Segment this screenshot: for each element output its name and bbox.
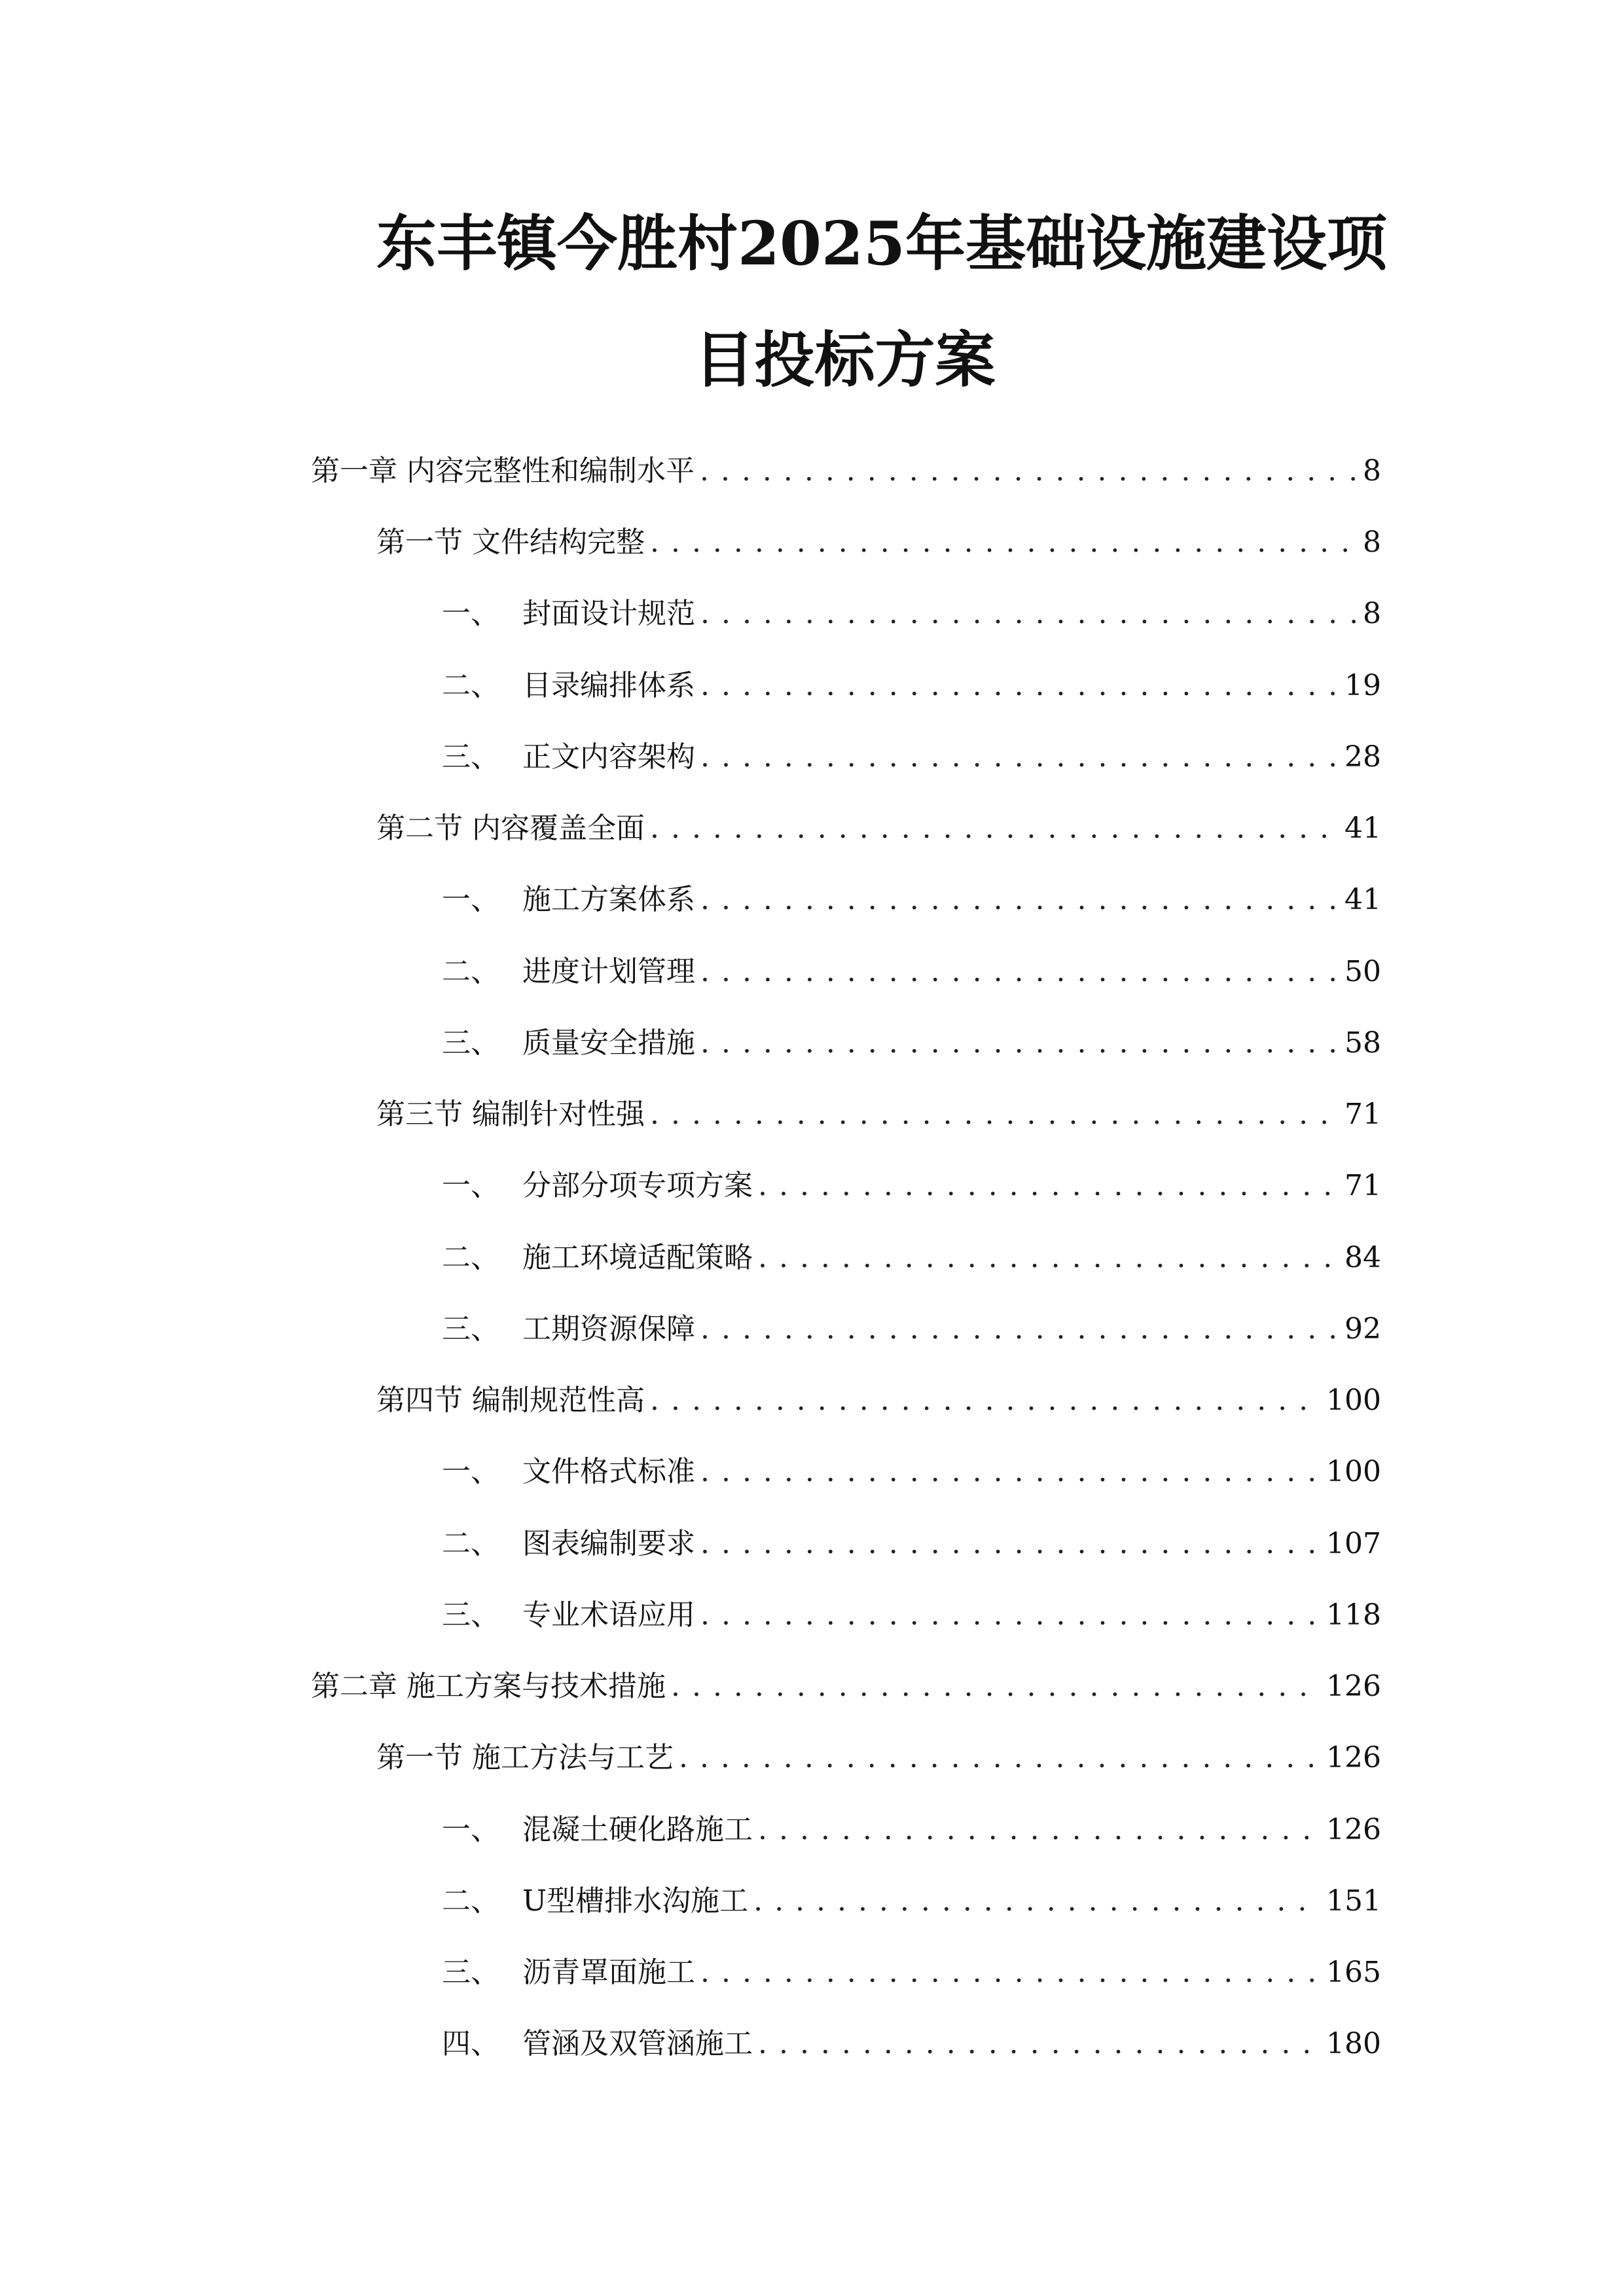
toc-entry-subsection[interactable] [442,660,1381,706]
toc-dot-leader [671,1667,1321,1706]
toc-page-number: 180 [1326,2027,1381,2060]
toc-entry-number: 一、 [442,1455,499,1488]
toc-entry-label: 第一章 内容完整性和编制水平 [311,454,695,488]
toc-entry-chapter-1[interactable] [311,445,1381,491]
document-title-line-2: 目投标方案 [694,325,996,395]
toc-entry-subsection[interactable] [442,1303,1381,1349]
toc-dot-leader [758,1810,1321,1850]
toc-page-number: 151 [1326,1884,1381,1918]
toc-entry-number: 二、 [442,955,499,988]
toc-entry-label: 正文内容架构 [522,740,695,774]
toc-dot-leader [753,1882,1321,1921]
toc-page-number: 100 [1326,1455,1381,1488]
toc-entry-subsection[interactable] [442,874,1381,920]
toc-page-number: 28 [1344,740,1381,774]
toc-entry-label: 专业术语应用 [522,1598,695,1632]
toc-page-number: 50 [1344,955,1381,988]
toc-dot-leader [700,1024,1339,1063]
toc-entry-number: 二、 [442,1884,499,1918]
toc-entry-label: 分部分项专项方案 [522,1169,753,1202]
toc-dot-leader [650,523,1358,562]
toc-entry-label: 管涵及双管涵施工 [522,2027,753,2060]
toc-entry-subsection[interactable] [442,588,1381,634]
toc-entry-label: 第四节 编制规范性高 [376,1384,645,1417]
toc-entry-section[interactable] [376,516,1381,562]
toc-entry-label: 第三节 编制针对性强 [376,1098,645,1131]
toc-page-number: 92 [1344,1312,1381,1346]
toc-entry-label: 混凝土硬化路施工 [522,1813,753,1846]
toc-dot-leader [650,1095,1339,1134]
toc-entry-label: 图表编制要求 [522,1527,695,1560]
toc-dot-leader [700,1596,1321,1635]
toc-page-number: 84 [1344,1241,1381,1274]
toc-page-number: 71 [1344,1098,1381,1131]
toc-page-number: 126 [1326,1813,1381,1846]
toc-entry-label: 第一节 施工方法与工艺 [376,1741,674,1774]
toc-dot-leader [650,809,1339,848]
toc-entry-label: 沥青罩面施工 [522,1956,695,1989]
toc-page-number: 126 [1326,1741,1381,1774]
toc-entry-subsection[interactable] [442,1232,1381,1278]
toc-entry-label: 施工环境适配策略 [522,1241,753,1274]
toc-page-number: 107 [1326,1527,1381,1560]
toc-entry-subsection[interactable] [442,1875,1381,1921]
toc-page-number: 126 [1326,1670,1381,1703]
toc-entry-label: U型槽排水沟施工 [522,1884,749,1918]
toc-entry-subsection[interactable] [442,731,1381,777]
toc-entry-section[interactable] [376,1732,1381,1778]
toc-entry-section[interactable] [376,1088,1381,1134]
toc-dot-leader [700,1310,1339,1349]
toc-entry-number: 一、 [442,883,499,916]
toc-entry-number: 三、 [442,1956,499,1989]
document-title-line-1: 东丰镇今胜村2025年基础设施建设项 [376,208,1388,279]
toc-dot-leader [700,1452,1321,1492]
toc-dot-leader [700,1953,1321,1992]
toc-entry-label: 质量安全措施 [522,1026,695,1060]
toc-entry-subsection[interactable] [442,1160,1381,1206]
toc-entry-label: 封面设计规范 [522,597,695,630]
toc-page-number: 118 [1326,1598,1381,1632]
toc-dot-leader [700,738,1339,777]
toc-page-number: 19 [1344,669,1381,702]
toc-entry-number: 二、 [442,1527,499,1560]
toc-entry-label: 进度计划管理 [522,955,695,988]
toc-entry-chapter-2[interactable] [311,1660,1381,1706]
toc-entry-section[interactable] [376,1374,1381,1420]
toc-entry-label: 第二章 施工方案与技术措施 [311,1670,666,1703]
toc-dot-leader [700,880,1339,920]
toc-entry-subsection[interactable] [442,946,1381,992]
toc-dot-leader [700,952,1339,992]
toc-entry-number: 二、 [442,1241,499,1274]
toc-entry-label: 目录编排体系 [522,669,695,702]
toc-entry-subsection[interactable] [442,1589,1381,1635]
toc-entry-number: 三、 [442,1026,499,1060]
toc-page-number: 8 [1363,597,1381,630]
toc-dot-leader [700,452,1358,491]
toc-dot-leader [758,2024,1321,2064]
toc-entry-number: 三、 [442,1312,499,1346]
toc-dot-leader [650,1381,1321,1420]
toc-entry-number: 一、 [442,1169,499,1202]
toc-dot-leader [700,666,1339,706]
toc-entry-subsection[interactable] [442,1804,1381,1850]
toc-entry-section[interactable] [376,802,1381,848]
toc-dot-leader [700,594,1358,634]
toc-page-number: 71 [1344,1169,1381,1202]
toc-entry-label: 文件格式标准 [522,1455,695,1488]
toc-entry-number: 一、 [442,597,499,630]
toc-entry-number: 四、 [442,2027,499,2060]
toc-dot-leader [700,1524,1321,1564]
toc-entry-number: 二、 [442,669,499,702]
toc-dot-leader [758,1166,1339,1206]
toc-page-number: 8 [1363,526,1381,559]
toc-entry-label: 第一节 文件结构完整 [376,526,645,559]
toc-entry-label: 施工方案体系 [522,883,695,916]
toc-page-number: 41 [1344,883,1381,916]
toc-page-number: 41 [1344,812,1381,845]
toc-entry-number: 三、 [442,1598,499,1632]
toc-entry-number: 三、 [442,740,499,774]
toc-entry-subsection[interactable] [442,1518,1381,1564]
toc-page-number: 58 [1344,1026,1381,1060]
toc-dot-leader [679,1738,1321,1778]
toc-page-number: 8 [1363,454,1381,488]
toc-entry-number: 一、 [442,1813,499,1846]
toc-page-number: 100 [1326,1384,1381,1417]
toc-entry-subsection[interactable] [442,1446,1381,1492]
toc-entry-subsection[interactable] [442,1946,1381,1992]
toc-entry-subsection[interactable] [442,1017,1381,1063]
toc-entry-label: 工期资源保障 [522,1312,695,1346]
toc-dot-leader [758,1238,1339,1278]
toc-page-number: 165 [1326,1956,1381,1989]
toc-entry-subsection[interactable] [442,2018,1381,2064]
toc-entry-label: 第二节 内容覆盖全面 [376,812,645,845]
